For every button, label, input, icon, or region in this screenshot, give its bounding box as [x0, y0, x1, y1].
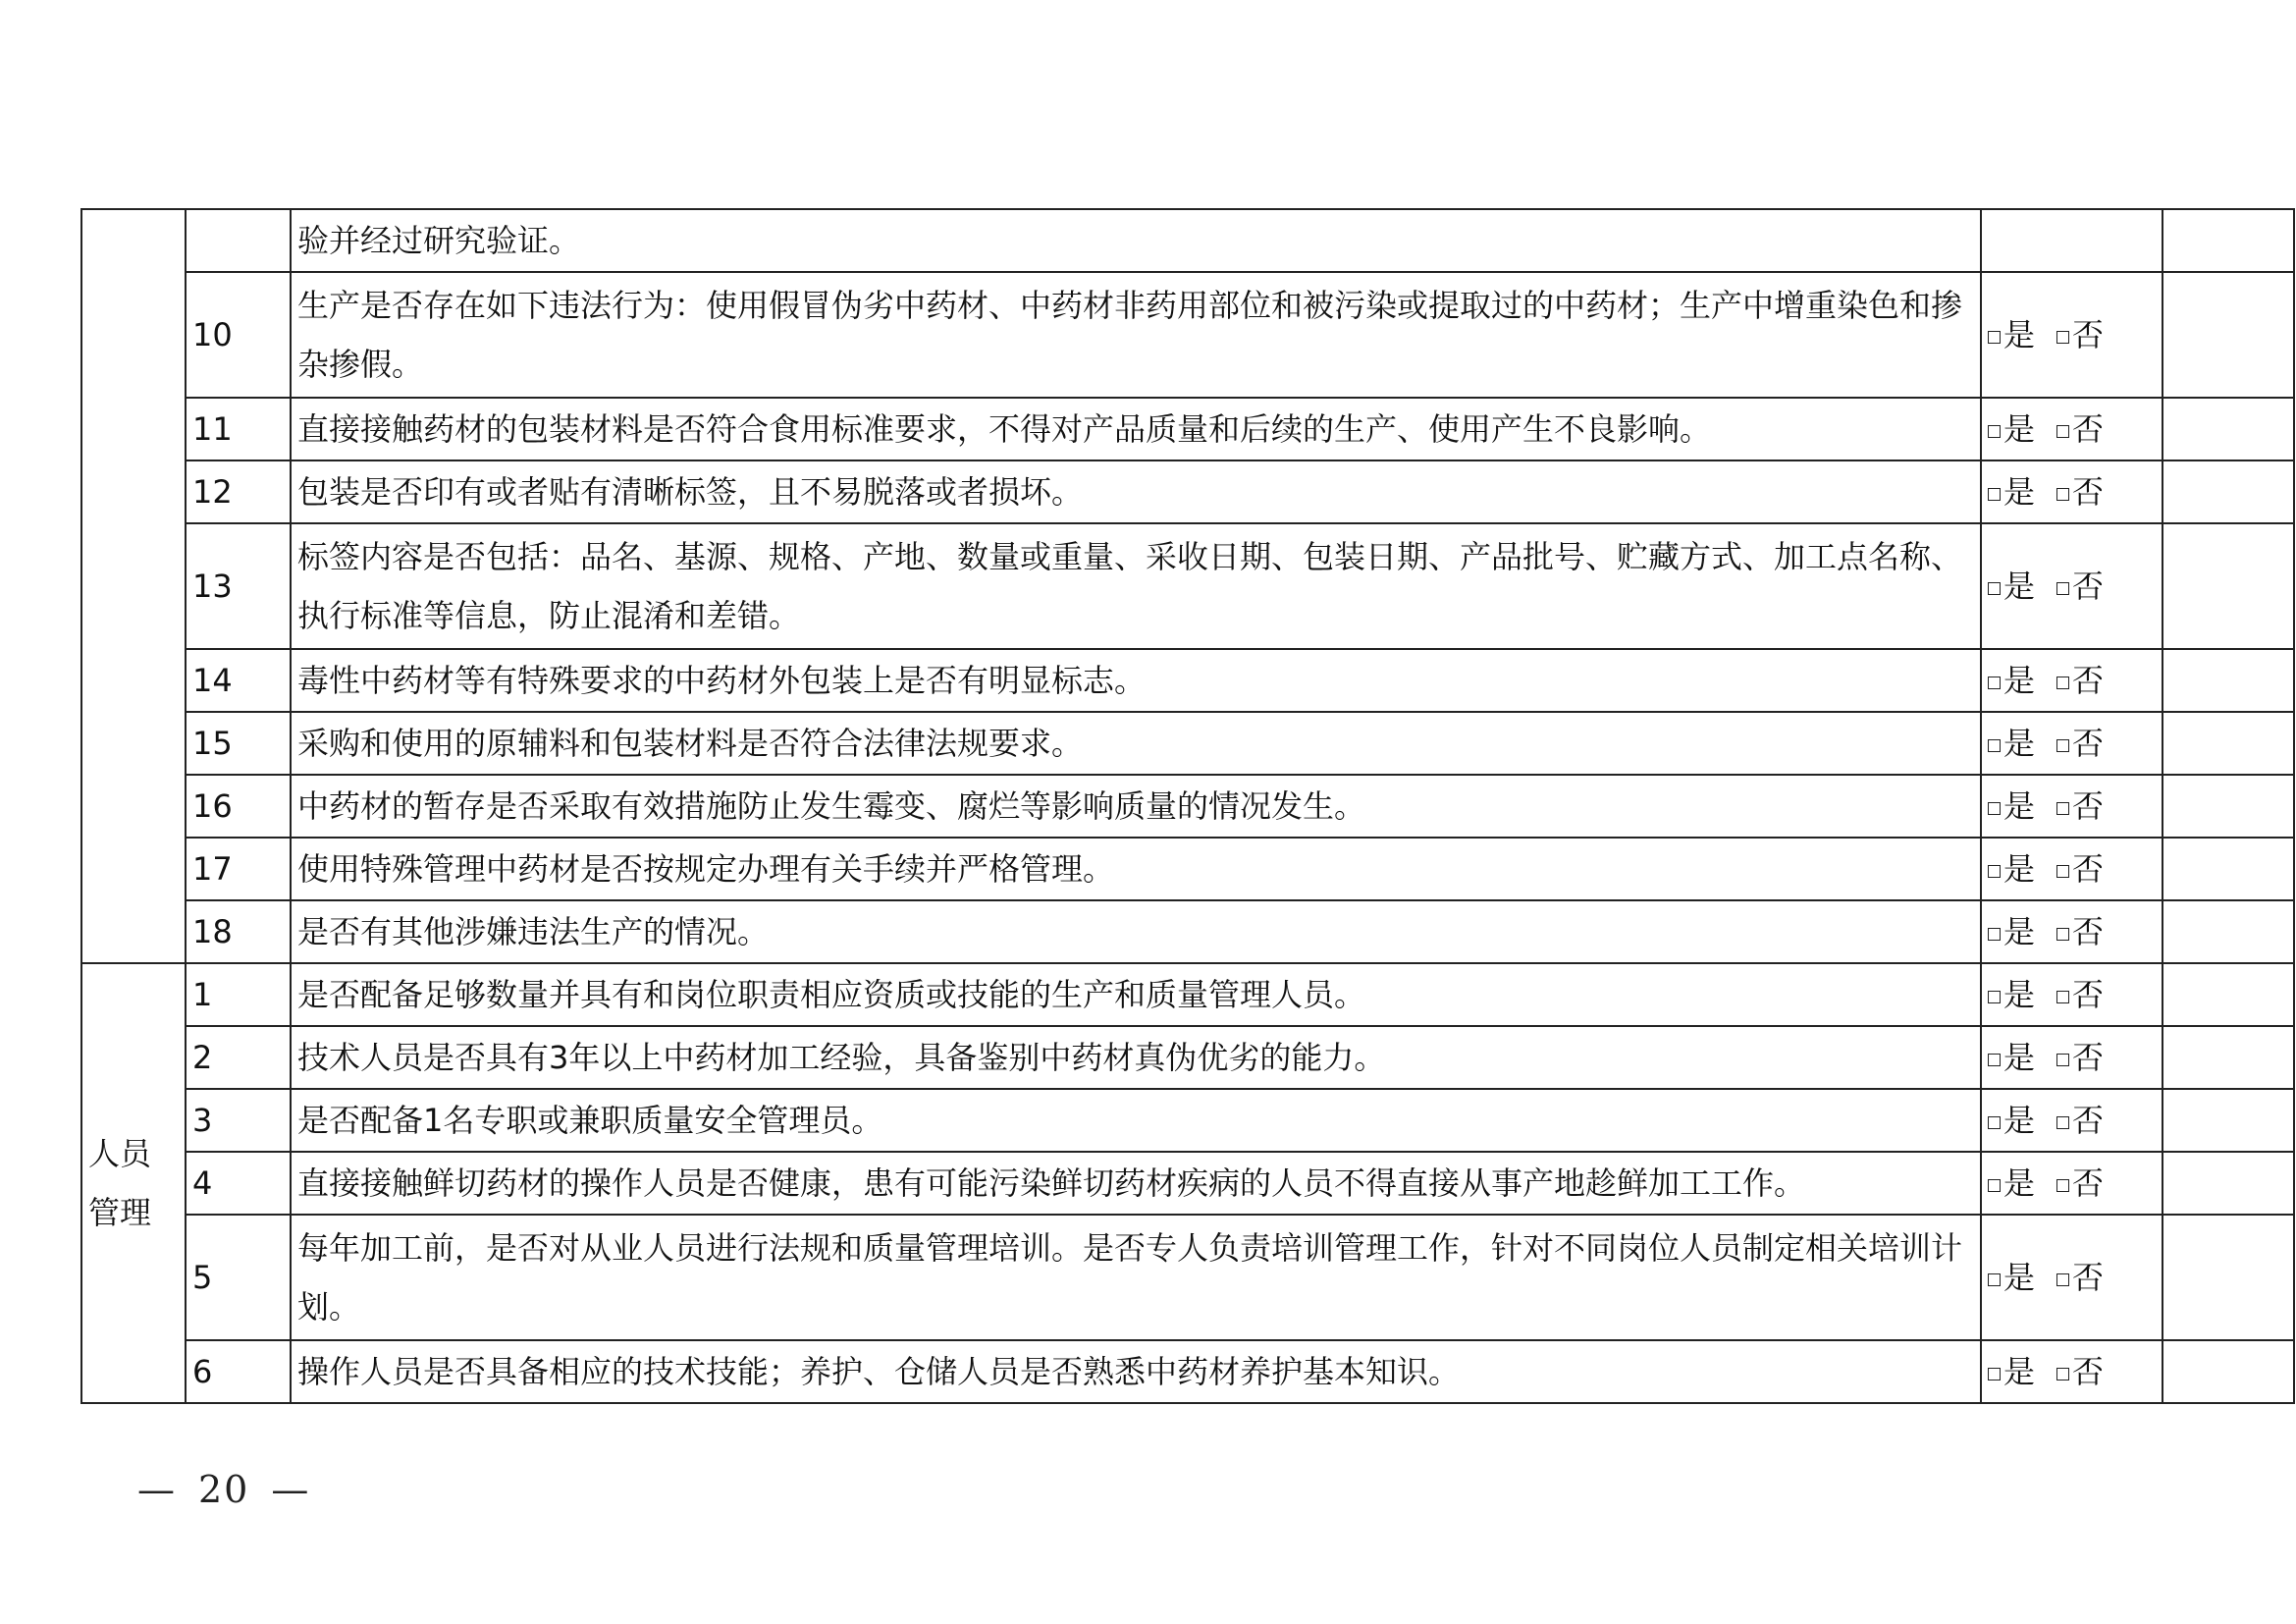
result-cell [1981, 1215, 2163, 1340]
table-row [81, 838, 2294, 900]
item-text: 技术人员是否具有3年以上中药材加工经验，具备鉴别中药材真伪优劣的能力。 [291, 1026, 1981, 1089]
option-label-yes: 是 [2003, 1353, 2036, 1390]
checkbox-no[interactable] [2056, 1179, 2069, 1192]
checkbox-no[interactable] [2056, 425, 2069, 438]
option-label-no: 否 [2072, 913, 2105, 950]
option-label-no: 否 [2072, 976, 2105, 1013]
checkbox-yes[interactable] [1988, 1054, 2001, 1066]
item-number [186, 209, 291, 272]
option-no[interactable] [2056, 1039, 2104, 1076]
option-label-yes: 是 [2003, 316, 2036, 353]
result-cell [1981, 963, 2163, 1026]
table-row [81, 1152, 2294, 1215]
result-cell [1981, 1152, 2163, 1215]
option-yes[interactable] [1988, 410, 2035, 448]
option-label-yes: 是 [2003, 913, 2036, 950]
option-label-yes: 是 [2003, 1039, 2036, 1076]
item-number: 13 [186, 523, 291, 649]
checkbox-no[interactable] [2056, 677, 2069, 689]
option-label-yes: 是 [2003, 850, 2036, 888]
option-label-no: 否 [2072, 473, 2105, 511]
option-yes[interactable] [1988, 473, 2035, 511]
option-no[interactable] [2056, 725, 2104, 762]
option-label-yes: 是 [2003, 1259, 2036, 1296]
remarks-cell [2163, 398, 2294, 460]
item-text: 使用特殊管理中药材是否按规定办理有关手续并严格管理。 [291, 838, 1981, 900]
item-number: 11 [186, 398, 291, 460]
remarks-cell [2163, 838, 2294, 900]
remarks-cell [2163, 649, 2294, 712]
category-label: 人员管理 [88, 1135, 152, 1231]
option-yes[interactable] [1988, 1353, 2035, 1390]
table-row [81, 460, 2294, 523]
checkbox-no[interactable] [2056, 1368, 2069, 1380]
option-label-no: 否 [2072, 787, 2105, 825]
option-label-yes: 是 [2003, 1164, 2036, 1202]
option-no[interactable] [2056, 1102, 2104, 1139]
remarks-cell [2163, 775, 2294, 838]
table-row [81, 1089, 2294, 1152]
remarks-cell [2163, 712, 2294, 775]
result-cell [1981, 1026, 2163, 1089]
remarks-cell [2163, 1089, 2294, 1152]
remarks-cell [2163, 1026, 2294, 1089]
result-cell [1981, 398, 2163, 460]
item-text: 每年加工前，是否对从业人员进行法规和质量管理培训。是否专人负责培训管理工作，针对不同岗位人员制定相关培训计划。 [291, 1215, 1981, 1340]
checkbox-yes[interactable] [1988, 488, 2001, 501]
checkbox-yes[interactable] [1988, 425, 2001, 438]
item-text: 是否配备足够数量并具有和岗位职责相应资质或技能的生产和质量管理人员。 [291, 963, 1981, 1026]
result-cell [1981, 1340, 2163, 1403]
item-text: 是否配备1名专职或兼职质量安全管理员。 [291, 1089, 1981, 1152]
checkbox-yes[interactable] [1988, 582, 2001, 595]
table-row [81, 963, 2294, 1026]
option-yes[interactable] [1988, 316, 2035, 353]
result-cell [1981, 523, 2163, 649]
option-label-no: 否 [2072, 568, 2105, 605]
option-no[interactable] [2056, 976, 2104, 1013]
checkbox-no[interactable] [2056, 802, 2069, 815]
option-label-no: 否 [2072, 316, 2105, 353]
option-yes[interactable] [1988, 1102, 2035, 1139]
footer-dash-right: — [271, 1468, 311, 1511]
option-no[interactable] [2056, 568, 2104, 605]
item-number: 15 [186, 712, 291, 775]
page-footer [137, 1468, 310, 1511]
checkbox-no[interactable] [2056, 739, 2069, 752]
remarks-cell [2163, 1340, 2294, 1403]
option-yes[interactable] [1988, 913, 2035, 950]
item-text: 操作人员是否具备相应的技术技能；养护、仓储人员是否熟悉中药材养护基本知识。 [291, 1340, 1981, 1403]
checkbox-no[interactable] [2056, 1054, 2069, 1066]
result-cell [1981, 1089, 2163, 1152]
option-label-yes: 是 [2003, 725, 2036, 762]
table-row [81, 1026, 2294, 1089]
checkbox-yes[interactable] [1988, 1273, 2001, 1286]
result-cell [1981, 272, 2163, 398]
option-label-no: 否 [2072, 410, 2105, 448]
option-label-yes: 是 [2003, 410, 2036, 448]
footer-dash-left: — [137, 1468, 177, 1511]
result-cell [1981, 209, 2163, 272]
option-no[interactable] [2056, 410, 2104, 448]
remarks-cell [2163, 1152, 2294, 1215]
remarks-cell [2163, 963, 2294, 1026]
option-yes[interactable] [1988, 1164, 2035, 1202]
table-row [81, 272, 2294, 398]
result-cell [1981, 460, 2163, 523]
option-label-yes: 是 [2003, 1102, 2036, 1139]
item-text: 毒性中药材等有特殊要求的中药材外包装上是否有明显标志。 [291, 649, 1981, 712]
remarks-cell [2163, 460, 2294, 523]
option-label-no: 否 [2072, 725, 2105, 762]
checkbox-yes[interactable] [1988, 1116, 2001, 1129]
option-no[interactable] [2056, 1164, 2104, 1202]
category-cell [81, 209, 186, 963]
item-number: 4 [186, 1152, 291, 1215]
checkbox-no[interactable] [2056, 928, 2069, 941]
result-cell [1981, 775, 2163, 838]
table-row [81, 649, 2294, 712]
item-number: 5 [186, 1215, 291, 1340]
checkbox-yes[interactable] [1988, 331, 2001, 344]
option-yes[interactable] [1988, 850, 2035, 888]
remarks-cell [2163, 900, 2294, 963]
option-no[interactable] [2056, 316, 2104, 353]
item-text: 标签内容是否包括：品名、基源、规格、产地、数量或重量、采收日期、包装日期、产品批号、贮藏方式、加工点名称、执行标准等信息，防止混淆和差错。 [291, 523, 1981, 649]
item-text: 包装是否印有或者贴有清晰标签，且不易脱落或者损坏。 [291, 460, 1981, 523]
item-number: 6 [186, 1340, 291, 1403]
checkbox-no[interactable] [2056, 1273, 2069, 1286]
checkbox-no[interactable] [2056, 488, 2069, 501]
item-number: 10 [186, 272, 291, 398]
option-no[interactable] [2056, 1353, 2104, 1390]
remarks-cell [2163, 272, 2294, 398]
checkbox-no[interactable] [2056, 331, 2069, 344]
option-label-yes: 是 [2003, 568, 2036, 605]
item-number: 18 [186, 900, 291, 963]
option-yes[interactable] [1988, 787, 2035, 825]
option-no[interactable] [2056, 473, 2104, 511]
item-number: 2 [186, 1026, 291, 1089]
item-text: 直接接触鲜切药材的操作人员是否健康，患有可能污染鲜切药材疾病的人员不得直接从事产地趁鲜加工工作。 [291, 1152, 1981, 1215]
item-text: 采购和使用的原辅料和包装材料是否符合法律法规要求。 [291, 712, 1981, 775]
option-label-no: 否 [2072, 1164, 2105, 1202]
table-row [81, 712, 2294, 775]
item-number: 14 [186, 649, 291, 712]
remarks-cell [2163, 209, 2294, 272]
item-number: 3 [186, 1089, 291, 1152]
table-row [81, 209, 2294, 272]
table-row [81, 900, 2294, 963]
option-no[interactable] [2056, 787, 2104, 825]
item-text: 生产是否存在如下违法行为：使用假冒伪劣中药材、中药材非药用部位和被污染或提取过的中药材；生产中增重染色和掺杂掺假。 [291, 272, 1981, 398]
item-number: 1 [186, 963, 291, 1026]
checkbox-yes[interactable] [1988, 865, 2001, 878]
option-label-no: 否 [2072, 1102, 2105, 1139]
checkbox-yes[interactable] [1988, 1179, 2001, 1192]
option-label-yes: 是 [2003, 662, 2036, 699]
table-row [81, 1215, 2294, 1340]
result-cell [1981, 838, 2163, 900]
checkbox-no[interactable] [2056, 582, 2069, 595]
option-yes[interactable] [1988, 725, 2035, 762]
option-no[interactable] [2056, 913, 2104, 950]
checkbox-yes[interactable] [1988, 802, 2001, 815]
item-number: 16 [186, 775, 291, 838]
table-row [81, 1340, 2294, 1403]
option-no[interactable] [2056, 662, 2104, 699]
remarks-cell [2163, 523, 2294, 649]
checkbox-no[interactable] [2056, 991, 2069, 1003]
option-label-no: 否 [2072, 1353, 2105, 1390]
inspection-checklist-table [80, 208, 2295, 1404]
checkbox-no[interactable] [2056, 1116, 2069, 1129]
result-cell [1981, 649, 2163, 712]
option-yes[interactable] [1988, 568, 2035, 605]
checkbox-yes[interactable] [1988, 928, 2001, 941]
checkbox-yes[interactable] [1988, 677, 2001, 689]
option-yes[interactable] [1988, 1259, 2035, 1296]
item-number: 17 [186, 838, 291, 900]
item-text: 是否有其他涉嫌违法生产的情况。 [291, 900, 1981, 963]
table-row [81, 523, 2294, 649]
table-row [81, 775, 2294, 838]
option-label-yes: 是 [2003, 976, 2036, 1013]
item-text: 直接接触药材的包装材料是否符合食用标准要求，不得对产品质量和后续的生产、使用产生不良影响。 [291, 398, 1981, 460]
item-number: 12 [186, 460, 291, 523]
option-yes[interactable] [1988, 662, 2035, 699]
option-label-yes: 是 [2003, 473, 2036, 511]
result-cell [1981, 900, 2163, 963]
option-label-no: 否 [2072, 1259, 2105, 1296]
table-row [81, 398, 2294, 460]
option-label-no: 否 [2072, 850, 2105, 888]
option-yes[interactable] [1988, 976, 2035, 1013]
option-yes[interactable] [1988, 1039, 2035, 1076]
option-label-no: 否 [2072, 662, 2105, 699]
category-personnel-cell [81, 963, 186, 1403]
option-no[interactable] [2056, 1259, 2104, 1296]
checkbox-no[interactable] [2056, 865, 2069, 878]
option-label-no: 否 [2072, 1039, 2105, 1076]
remarks-cell [2163, 1215, 2294, 1340]
checkbox-yes[interactable] [1988, 739, 2001, 752]
checkbox-yes[interactable] [1988, 991, 2001, 1003]
page-number: 20 [198, 1468, 250, 1511]
item-text: 验并经过研究验证。 [291, 209, 1981, 272]
option-label-yes: 是 [2003, 787, 2036, 825]
result-cell [1981, 712, 2163, 775]
item-text: 中药材的暂存是否采取有效措施防止发生霉变、腐烂等影响质量的情况发生。 [291, 775, 1981, 838]
option-no[interactable] [2056, 850, 2104, 888]
checkbox-yes[interactable] [1988, 1368, 2001, 1380]
